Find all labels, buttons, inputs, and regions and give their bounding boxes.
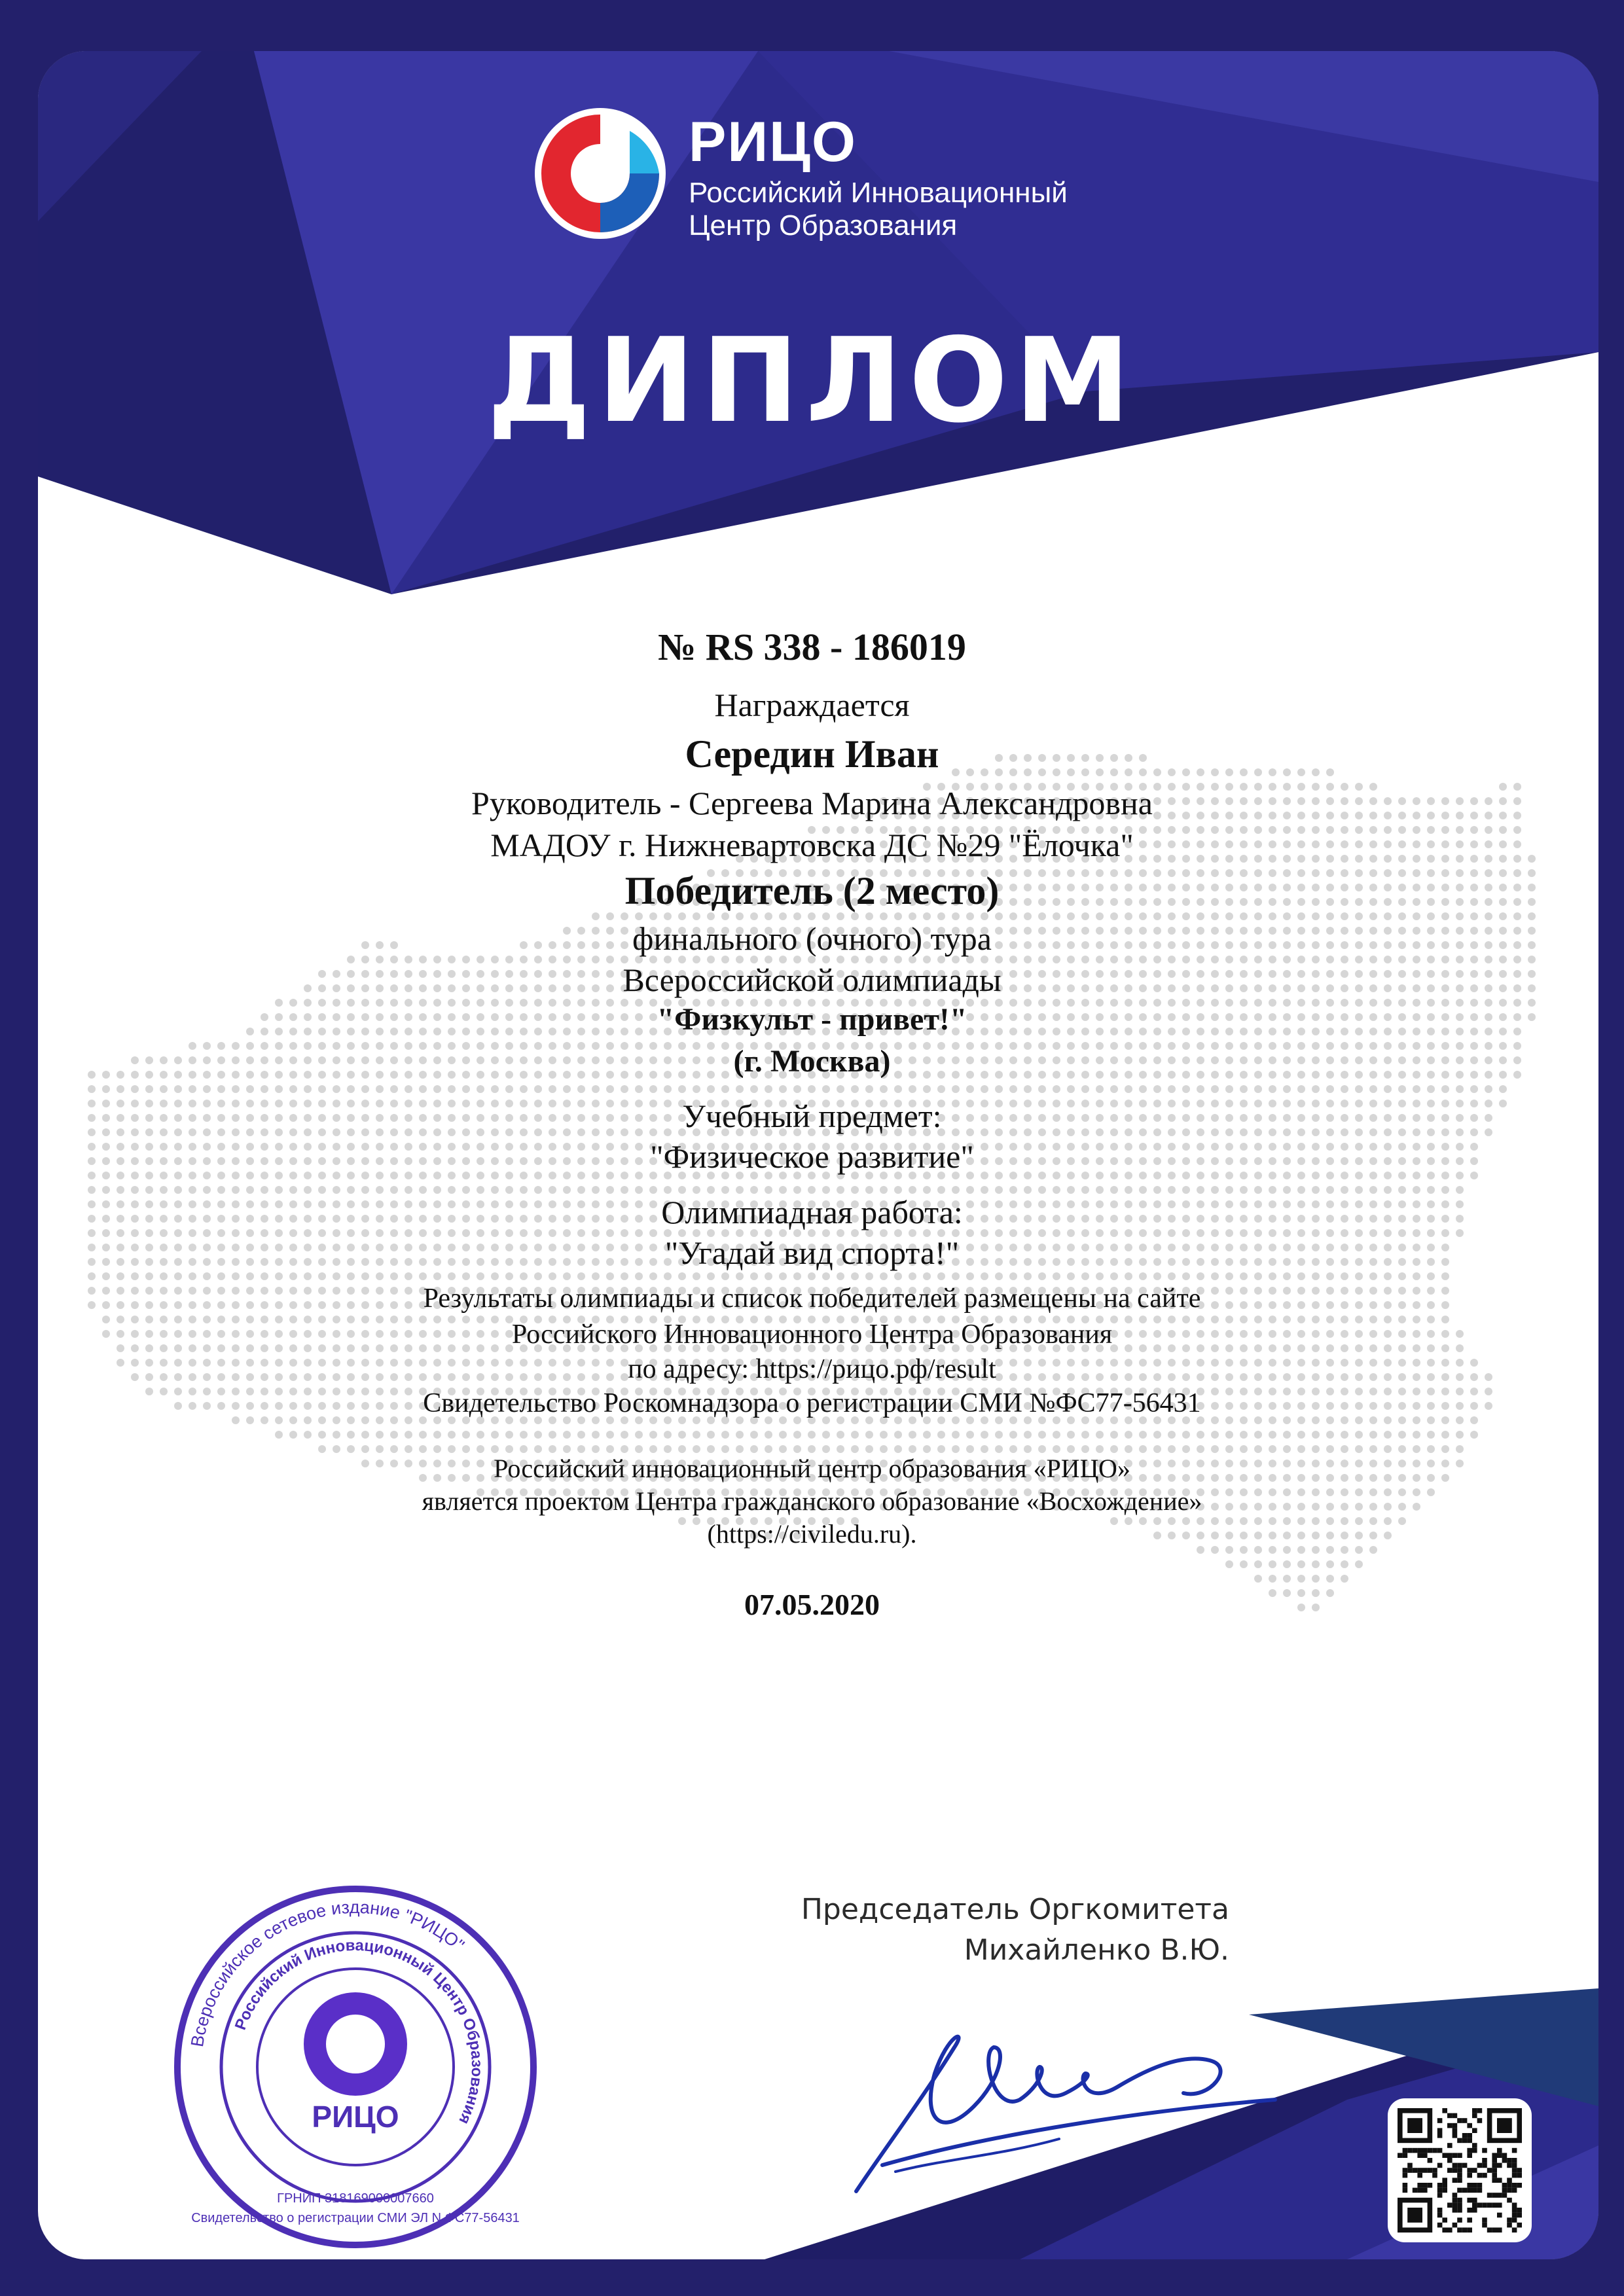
- project-line2: является проектом Центра гражданского образование «Восхождение»: [422, 1486, 1202, 1516]
- stamp-brand: РИЦО: [312, 2100, 399, 2134]
- subject-label: Учебный предмет:: [682, 1098, 942, 1134]
- stamp: [172, 1884, 539, 2250]
- results-line3: по адресу: https://рицо.рф/result: [628, 1354, 996, 1384]
- recipient-name: Середин Иван: [685, 732, 939, 776]
- project-line1: Российский инновационный центр образования «РИЦО»: [494, 1454, 1130, 1483]
- work-label: Олимпиадная работа:: [661, 1194, 963, 1230]
- diploma-title: ДИПЛОМ: [487, 313, 1137, 448]
- institution: МАДОУ г. Нижневартовска ДС №29 "Ёлочка": [490, 827, 1134, 863]
- project-line3: (https://civiledu.ru).: [707, 1519, 917, 1549]
- event-name: "Физкульт - привет!": [657, 1002, 967, 1037]
- logo-brand: РИЦО: [689, 111, 857, 173]
- signatory-title: Председатель Оргкомитета: [801, 1893, 1229, 1926]
- stamp-middle-text: Российский Инновационный Центр Образования: [231, 1936, 486, 2127]
- results-line4: Свидетельство Роскомнадзора о регистрации СМИ №ФС77-56431: [423, 1388, 1201, 1418]
- stamp-registration: Свидетельство о регистрации СМИ ЭЛ N ФС77-56431: [191, 2211, 520, 2225]
- rico-logo: [532, 105, 1121, 249]
- qr-code[interactable]: [1388, 2098, 1532, 2242]
- event-location: (г. Москва): [733, 1044, 891, 1079]
- results-line2: Российского Инновационного Центра Образования: [511, 1319, 1113, 1350]
- logo-subtitle-line1: Российский Инновационный: [689, 177, 1068, 209]
- diploma-date: 07.05.2020: [744, 1588, 880, 1621]
- diploma-number: № RS 338 - 186019: [658, 626, 966, 668]
- supervisor: Руководитель - Сергеева Марина Александровна: [471, 785, 1153, 821]
- stamp-ogrnip: ГРНИП 318169000007660: [277, 2191, 434, 2206]
- signature-scribble: [843, 2008, 1301, 2204]
- signatory-name: Михайленко В.Ю.: [964, 1933, 1229, 1967]
- qr-code-icon: [1388, 2098, 1532, 2242]
- work-title: "Угадай вид спорта!": [664, 1234, 960, 1271]
- stamp-outer-text: Всероссийское сетевое издание "РИЦО": [187, 1897, 469, 2049]
- logo-subtitle-line2: Центр Образования: [689, 209, 958, 242]
- results-line1: Результаты олимпиады и список победителей размещены на сайте: [423, 1283, 1201, 1314]
- award-place: Победитель (2 место): [624, 869, 1000, 912]
- round: финального (очного) тура: [632, 920, 992, 957]
- rico-logo-icon: [532, 105, 669, 242]
- awarded-label: Награждается: [714, 687, 910, 723]
- subject: "Физическое развитие": [650, 1138, 974, 1175]
- event: Всероссийской олимпиады: [623, 961, 1001, 998]
